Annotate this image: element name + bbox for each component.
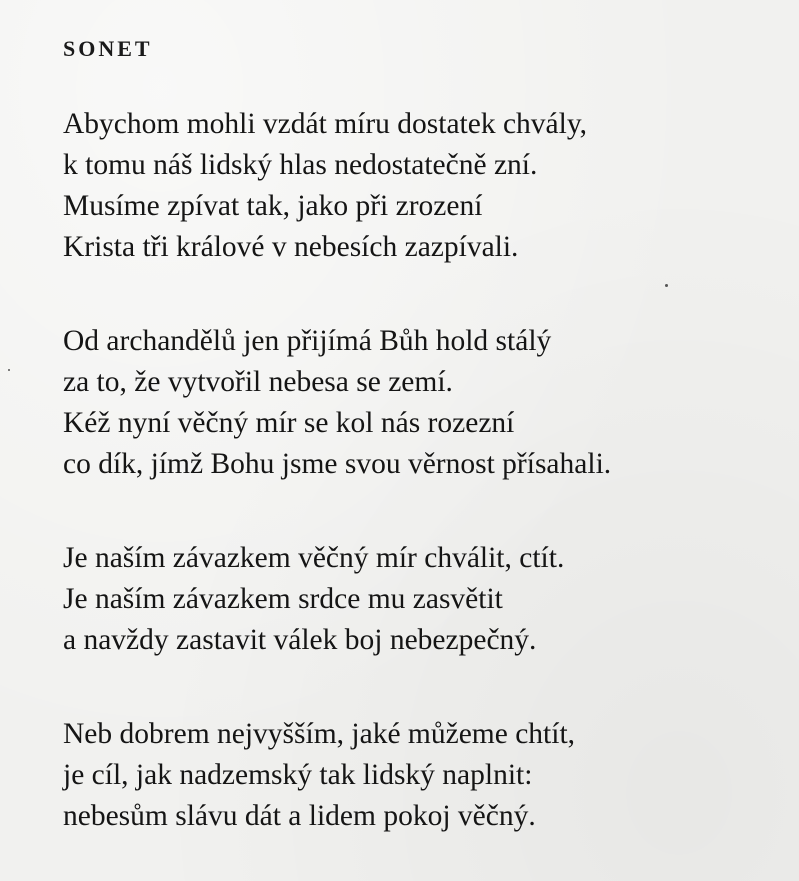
stanza-2 [63, 321, 788, 485]
poem-line: Musíme zpívat tak, jako při zrození [63, 190, 483, 222]
poem-line: Je naším závazkem srdce mu zasvětit [63, 583, 503, 615]
poem-line: Je naším závazkem věčný mír chválit, ctít. [63, 542, 565, 574]
paper-speck [8, 369, 10, 371]
stanza-1 [63, 104, 788, 268]
poem-line: Kéž nyní věčný mír se kol nás rozezní [63, 407, 515, 439]
poem-line: Neb dobrem nejvyšším, jaké můžeme chtít, [63, 718, 576, 750]
poem-line: k tomu náš lidský hlas nedostatečně zní. [63, 149, 538, 181]
poem-line: Od archandělů jen přijímá Bůh hold stálý [63, 325, 552, 357]
poem-line: Abychom mohli vzdát míru dostatek chvály, [63, 108, 588, 140]
poem-line: co dík, jímž Bohu jsme svou věrnost přísahali. [63, 448, 612, 480]
poem-title: SONET [63, 36, 153, 61]
poem-line: nebesům slávu dát a lidem pokoj věčný. [63, 800, 536, 832]
poem-body [63, 104, 788, 837]
poem-line: je cíl, jak nadzemský tak lidský naplnit: [63, 759, 533, 791]
poem-line: Krista tři králové v nebesích zazpívali. [63, 231, 519, 263]
poem-line: za to, že vytvořil nebesa se zemí. [63, 366, 453, 398]
poem-line: a navždy zastavit válek boj nebezpečný. [63, 624, 537, 656]
stanza-4 [63, 714, 788, 837]
stanza-3 [63, 538, 788, 661]
